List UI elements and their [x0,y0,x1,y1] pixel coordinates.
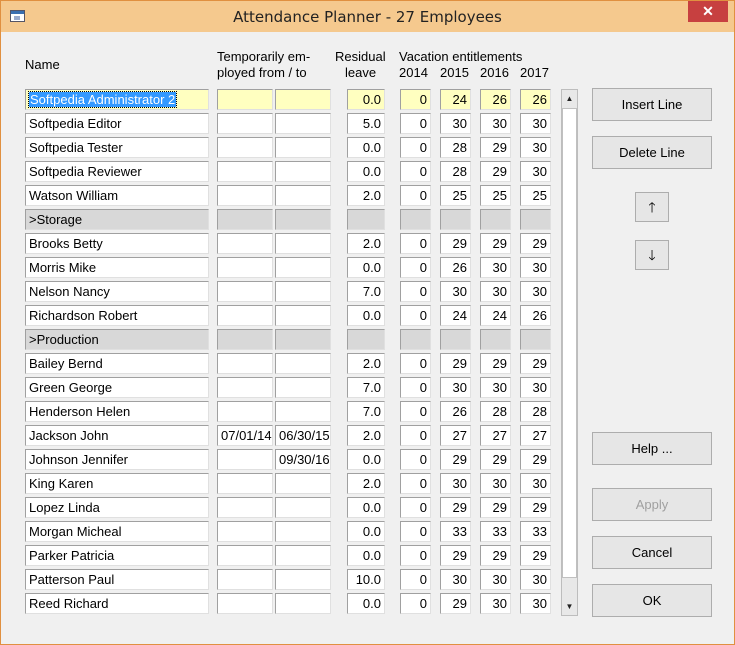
name-cell[interactable]: Patterson Paul [25,569,209,590]
to-date-cell[interactable] [275,113,331,134]
residual-leave-cell[interactable] [347,209,385,230]
vacation-2017-cell[interactable]: 29 [520,545,551,566]
vacation-2014-cell[interactable]: 0 [400,473,431,494]
close-button[interactable]: ✕ [688,1,728,22]
vacation-2015-cell[interactable]: 27 [440,425,471,446]
residual-leave-cell[interactable]: 2.0 [347,353,385,374]
header-temp-line2: ployed from / to [217,65,307,80]
to-date-cell[interactable] [275,161,331,182]
from-date-cell[interactable] [217,569,273,590]
vacation-2017-cell[interactable]: 33 [520,521,551,542]
vacation-2016-cell[interactable]: 30 [480,569,511,590]
vacation-2014-cell[interactable]: 0 [400,521,431,542]
to-date-cell[interactable] [275,569,331,590]
residual-leave-cell[interactable]: 7.0 [347,281,385,302]
vacation-2015-cell[interactable]: 28 [440,161,471,182]
vacation-2015-cell[interactable]: 24 [440,305,471,326]
move-down-button[interactable]: 🡓 [635,240,669,270]
vacation-2014-cell[interactable]: 0 [400,113,431,134]
name-cell[interactable]: Johnson Jennifer [25,449,209,470]
residual-leave-cell[interactable]: 0.0 [347,305,385,326]
header-temp-line1: Temporarily em- [217,49,311,64]
header-year-2014: 2014 [399,65,428,80]
residual-leave-cell[interactable]: 0.0 [347,521,385,542]
vacation-2014-cell[interactable]: 0 [400,161,431,182]
to-date-cell[interactable] [275,233,331,254]
vacation-2016-cell[interactable]: 26 [480,89,511,110]
vacation-2014-cell[interactable]: 0 [400,497,431,518]
scroll-up-icon[interactable]: ▲ [565,94,574,103]
vacation-2015-cell[interactable]: 24 [440,89,471,110]
vacation-2017-cell[interactable]: 29 [520,497,551,518]
name-cell[interactable]: >Storage [25,209,209,230]
to-date-cell[interactable] [275,593,331,614]
vacation-2015-cell[interactable]: 30 [440,569,471,590]
vacation-2016-cell[interactable]: 29 [480,161,511,182]
name-cell[interactable]: Morgan Micheal [25,521,209,542]
apply-button[interactable]: Apply [592,488,712,521]
vacation-2017-cell[interactable]: 28 [520,401,551,422]
from-date-cell[interactable] [217,521,273,542]
header-year-2017: 2017 [520,65,549,80]
vacation-2017-cell[interactable]: 29 [520,233,551,254]
to-date-cell[interactable] [275,209,331,230]
vacation-2015-cell[interactable]: 26 [440,257,471,278]
vacation-2016-cell[interactable]: 24 [480,305,511,326]
vacation-2014-cell[interactable]: 0 [400,377,431,398]
vacation-2014-cell[interactable]: 0 [400,425,431,446]
from-date-cell[interactable] [217,305,273,326]
from-date-cell[interactable] [217,137,273,158]
vacation-2015-cell[interactable]: 26 [440,401,471,422]
to-date-cell[interactable] [275,137,331,158]
vacation-2015-cell[interactable]: 33 [440,521,471,542]
vacation-2016-cell[interactable]: 30 [480,113,511,134]
vacation-2015-cell[interactable]: 30 [440,377,471,398]
vacation-2016-cell[interactable]: 29 [480,137,511,158]
name-cell[interactable]: Softpedia Editor [25,113,209,134]
vacation-2016-cell[interactable]: 29 [480,353,511,374]
name-cell[interactable]: Nelson Nancy [25,281,209,302]
vacation-2015-cell[interactable]: 29 [440,545,471,566]
header-year-2016: 2016 [480,65,509,80]
residual-leave-cell[interactable]: 0.0 [347,89,385,110]
residual-leave-cell[interactable]: 2.0 [347,185,385,206]
vacation-2016-cell[interactable]: 27 [480,425,511,446]
vacation-2014-cell[interactable]: 0 [400,353,431,374]
residual-leave-cell[interactable]: 2.0 [347,473,385,494]
from-date-cell[interactable] [217,281,273,302]
header-year-2015: 2015 [440,65,469,80]
name-cell[interactable]: Parker Patricia [25,545,209,566]
vacation-2016-cell[interactable]: 28 [480,401,511,422]
name-cell[interactable] [25,89,209,110]
vacation-2017-cell[interactable]: 26 [520,89,551,110]
vacation-2015-cell[interactable]: 29 [440,449,471,470]
name-cell[interactable]: Bailey Bernd [25,353,209,374]
name-cell[interactable]: Richardson Robert [25,305,209,326]
residual-leave-cell[interactable]: 0.0 [347,497,385,518]
residual-leave-cell[interactable]: 2.0 [347,233,385,254]
vacation-2015-cell[interactable] [440,329,471,350]
name-cell[interactable]: Green George [25,377,209,398]
name-cell[interactable]: Lopez Linda [25,497,209,518]
vacation-2017-cell[interactable]: 30 [520,593,551,614]
residual-leave-cell[interactable]: 0.0 [347,545,385,566]
dialog-client-area [9,32,727,638]
to-date-cell[interactable] [275,521,331,542]
vacation-2016-cell[interactable] [480,329,511,350]
vacation-2016-cell[interactable]: 30 [480,593,511,614]
name-cell[interactable]: >Production [25,329,209,350]
residual-leave-cell[interactable]: 5.0 [347,113,385,134]
vacation-2015-cell[interactable] [440,209,471,230]
vacation-2014-cell[interactable]: 0 [400,401,431,422]
from-date-cell[interactable] [217,545,273,566]
vacation-2017-cell[interactable] [520,209,551,230]
to-date-cell[interactable] [275,353,331,374]
from-date-cell[interactable] [217,233,273,254]
vacation-2017-cell[interactable] [520,329,551,350]
residual-leave-cell[interactable]: 10.0 [347,569,385,590]
from-date-cell[interactable] [217,401,273,422]
vacation-2016-cell[interactable]: 29 [480,497,511,518]
to-date-cell[interactable] [275,329,331,350]
to-date-cell[interactable] [275,281,331,302]
vacation-2014-cell[interactable]: 0 [400,569,431,590]
vacation-2017-cell[interactable]: 27 [520,425,551,446]
vacation-2014-cell[interactable]: 0 [400,281,431,302]
from-date-cell[interactable] [217,353,273,374]
vacation-2015-cell[interactable]: 30 [440,281,471,302]
vacation-2015-cell[interactable]: 25 [440,185,471,206]
vacation-2015-cell[interactable]: 29 [440,353,471,374]
name-cell[interactable]: Softpedia Tester [25,137,209,158]
vacation-2017-cell[interactable]: 30 [520,113,551,134]
vacation-2015-cell[interactable]: 29 [440,233,471,254]
from-date-cell[interactable] [217,89,273,110]
residual-leave-cell[interactable] [347,329,385,350]
vacation-2014-cell[interactable]: 0 [400,593,431,614]
vacation-2016-cell[interactable]: 29 [480,545,511,566]
vacation-2014-cell[interactable]: 0 [400,305,431,326]
from-date-cell[interactable] [217,257,273,278]
grid-scrollbar[interactable] [561,89,578,616]
cancel-button[interactable]: Cancel [592,536,712,569]
vacation-2015-cell[interactable]: 29 [440,593,471,614]
vacation-2014-cell[interactable]: 0 [400,185,431,206]
header-residual-line1: Residual [335,49,386,64]
to-date-cell[interactable] [275,497,331,518]
selected-name-text: Softpedia Administrator 2 [30,92,176,107]
to-date-cell[interactable] [275,89,331,110]
to-date-cell[interactable] [275,305,331,326]
vacation-2014-cell[interactable]: 0 [400,89,431,110]
vacation-2017-cell[interactable]: 30 [520,473,551,494]
residual-leave-cell[interactable]: 2.0 [347,425,385,446]
vacation-2017-cell[interactable]: 25 [520,185,551,206]
to-date-cell[interactable] [275,257,331,278]
vacation-2016-cell[interactable] [480,209,511,230]
vacation-2017-cell[interactable]: 29 [520,449,551,470]
from-date-cell[interactable] [217,377,273,398]
vacation-2016-cell[interactable]: 25 [480,185,511,206]
name-cell[interactable]: Henderson Helen [25,401,209,422]
vacation-2016-cell[interactable]: 30 [480,473,511,494]
residual-leave-cell[interactable]: 7.0 [347,401,385,422]
name-cell[interactable]: Jackson John [25,425,209,446]
vacation-2014-cell[interactable]: 0 [400,233,431,254]
from-date-cell[interactable] [217,113,273,134]
vacation-2016-cell[interactable]: 30 [480,257,511,278]
vacation-2015-cell[interactable]: 30 [440,473,471,494]
to-date-cell[interactable] [275,401,331,422]
to-date-cell[interactable] [275,377,331,398]
vacation-2017-cell[interactable]: 30 [520,137,551,158]
vacation-2015-cell[interactable]: 29 [440,497,471,518]
move-up-button[interactable]: 🡑 [635,192,669,222]
name-cell[interactable]: Brooks Betty [25,233,209,254]
residual-leave-cell[interactable]: 0.0 [347,161,385,182]
window-title: Attendance Planner - 27 Employees [233,8,502,26]
delete-line-button[interactable]: Delete Line [592,136,712,169]
vacation-2014-cell[interactable]: 0 [400,137,431,158]
vacation-2016-cell[interactable]: 29 [480,449,511,470]
vacation-2016-cell[interactable]: 30 [480,377,511,398]
vacation-2017-cell[interactable]: 30 [520,569,551,590]
vacation-2015-cell[interactable]: 28 [440,137,471,158]
to-date-cell[interactable] [275,473,331,494]
from-date-cell[interactable] [217,329,273,350]
from-date-cell[interactable] [217,161,273,182]
to-date-cell[interactable] [275,185,331,206]
residual-leave-cell[interactable]: 0.0 [347,257,385,278]
residual-leave-cell[interactable]: 7.0 [347,377,385,398]
residual-leave-cell[interactable]: 0.0 [347,593,385,614]
name-cell[interactable]: Softpedia Reviewer [25,161,209,182]
header-vacation: Vacation entitlements [399,49,523,64]
vacation-2016-cell[interactable]: 33 [480,521,511,542]
name-cell[interactable]: King Karen [25,473,209,494]
residual-leave-cell[interactable]: 0.0 [347,137,385,158]
vacation-2014-cell[interactable] [400,329,431,350]
ok-button[interactable]: OK [592,584,712,617]
vacation-2014-cell[interactable]: 0 [400,257,431,278]
from-date-cell[interactable] [217,209,273,230]
vacation-2017-cell[interactable]: 26 [520,305,551,326]
to-date-cell[interactable]: 06/30/15 [275,425,331,446]
vacation-2014-cell[interactable]: 0 [400,449,431,470]
title-bar[interactable] [1,1,734,32]
vacation-2014-cell[interactable]: 0 [400,545,431,566]
help-button[interactable]: Help ... [592,432,712,465]
vacation-2017-cell[interactable]: 30 [520,377,551,398]
to-date-cell[interactable]: 09/30/16 [275,449,331,470]
vacation-2014-cell[interactable] [400,209,431,230]
from-date-cell[interactable]: 07/01/14 [217,425,273,446]
from-date-cell[interactable] [217,473,273,494]
residual-leave-cell[interactable]: 0.0 [347,449,385,470]
vacation-2016-cell[interactable]: 29 [480,233,511,254]
insert-line-button[interactable]: Insert Line [592,88,712,121]
vacation-2015-cell[interactable]: 30 [440,113,471,134]
name-cell[interactable]: Watson William [25,185,209,206]
name-cell[interactable]: Morris Mike [25,257,209,278]
vacation-2016-cell[interactable]: 30 [480,281,511,302]
vacation-2017-cell[interactable]: 30 [520,281,551,302]
from-date-cell[interactable] [217,593,273,614]
vacation-2017-cell[interactable]: 30 [520,257,551,278]
from-date-cell[interactable] [217,449,273,470]
header-residual-line2: leave [345,65,377,80]
vacation-2017-cell[interactable]: 30 [520,161,551,182]
scroll-down-icon[interactable]: ▼ [565,602,574,611]
name-cell[interactable]: Reed Richard [25,593,209,614]
from-date-cell[interactable] [217,185,273,206]
from-date-cell[interactable] [217,497,273,518]
to-date-cell[interactable] [275,545,331,566]
header-name: Name [25,57,60,72]
scroll-thumb[interactable] [562,108,577,578]
vacation-2017-cell[interactable]: 29 [520,353,551,374]
